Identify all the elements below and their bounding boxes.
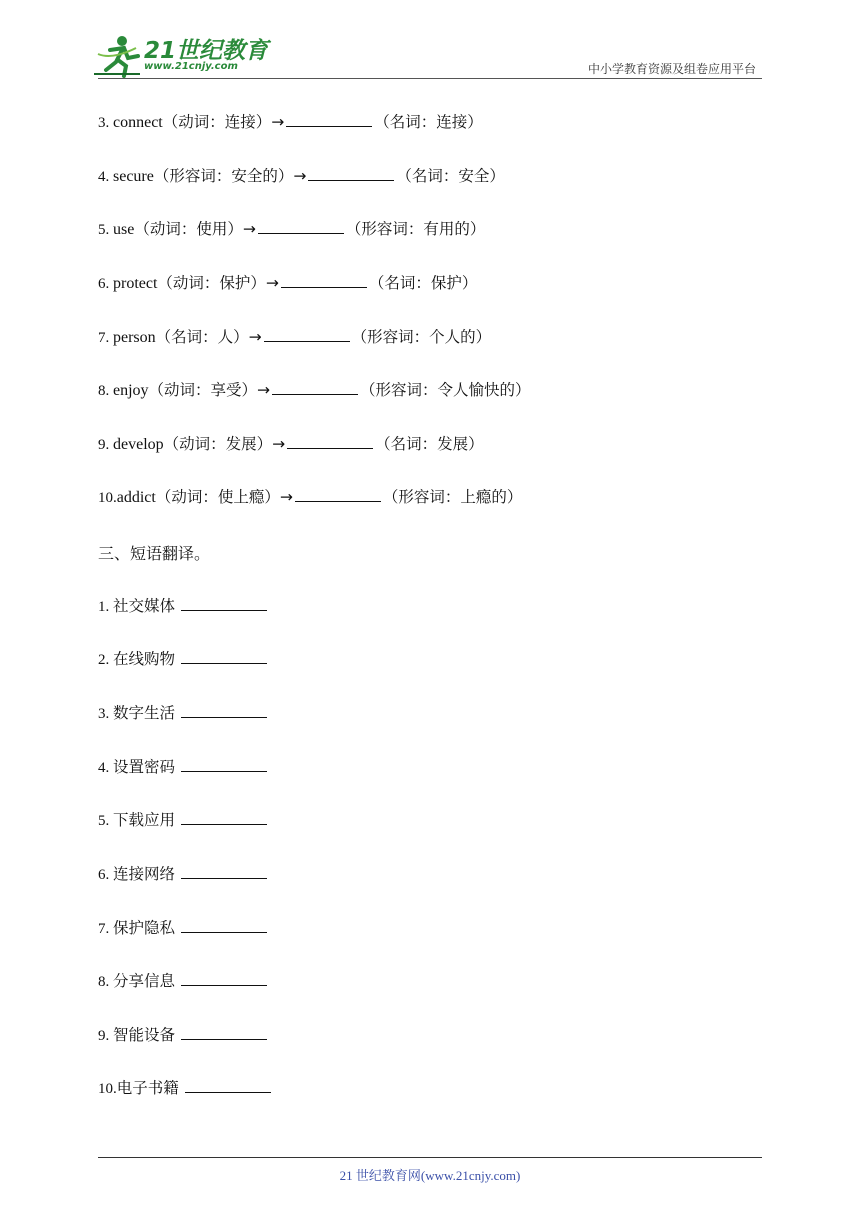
answer-blank[interactable] — [295, 487, 381, 502]
item-number: 7. — [98, 330, 113, 346]
item-word: develop — [113, 436, 164, 453]
word-form-item — [98, 166, 505, 186]
item-given: （动词：使用）→ — [134, 220, 256, 238]
answer-blank[interactable] — [286, 112, 372, 127]
item-number: 1. — [98, 599, 113, 615]
item-number: 6. — [98, 276, 113, 292]
item-target: （名词：保护） — [368, 274, 478, 292]
answer-blank[interactable] — [272, 380, 358, 395]
answer-blank[interactable] — [181, 649, 267, 664]
answer-blank[interactable] — [281, 273, 367, 288]
item-target: （形容词：有用的） — [345, 220, 486, 238]
phrase-item — [98, 703, 269, 723]
header-divider — [98, 78, 762, 79]
phrase-item — [98, 596, 269, 616]
answer-blank[interactable] — [181, 864, 267, 879]
answer-blank[interactable] — [181, 1025, 267, 1040]
item-phrase: 分享信息 — [113, 972, 176, 990]
word-form-item — [98, 380, 531, 400]
phrase-item — [98, 810, 269, 830]
section-title: 三、短语翻译。 — [98, 544, 211, 563]
item-number: 7. — [98, 921, 113, 937]
item-phrase: 下载应用 — [113, 811, 176, 829]
item-given: （动词：使上瘾）→ — [155, 488, 293, 506]
item-word: enjoy — [113, 382, 149, 399]
item-word: person — [113, 329, 156, 346]
item-number: 9. — [98, 437, 113, 453]
item-phrase: 连接网络 — [113, 865, 176, 883]
phrase-item — [98, 649, 269, 669]
item-word: connect — [113, 114, 163, 131]
answer-blank[interactable] — [308, 166, 394, 181]
phrase-item — [98, 864, 269, 884]
word-form-item — [98, 434, 484, 454]
item-given: （动词：连接）→ — [162, 113, 285, 131]
item-number: 8. — [98, 974, 113, 990]
item-phrase: 智能设备 — [113, 1026, 176, 1044]
answer-blank[interactable] — [264, 327, 350, 342]
logo-url: www.21cnjy.com — [144, 61, 238, 72]
site-logo — [92, 34, 269, 78]
item-word: secure — [113, 168, 154, 185]
answer-blank[interactable] — [181, 971, 267, 986]
word-form-item — [98, 112, 483, 132]
item-target: （名词：发展） — [375, 435, 484, 453]
item-target: （形容词：个人的） — [351, 328, 492, 346]
item-phrase: 数字生活 — [113, 704, 176, 722]
phrase-item — [98, 918, 269, 938]
word-form-item — [98, 219, 485, 239]
answer-blank[interactable] — [181, 596, 267, 611]
answer-blank[interactable] — [181, 918, 267, 933]
item-given: （名词：人）→ — [155, 328, 262, 346]
logo-text: 21世纪教育 — [144, 38, 269, 64]
item-target: （名词：连接） — [374, 113, 483, 131]
item-word: use — [113, 221, 135, 238]
item-number: 10. — [98, 490, 117, 506]
item-phrase: 在线购物 — [113, 650, 176, 668]
item-number: 5. — [98, 813, 113, 829]
item-number: 2. — [98, 652, 113, 668]
item-number: 3. — [98, 706, 113, 722]
phrase-item — [98, 1025, 269, 1045]
runner-logo-icon — [92, 34, 142, 78]
item-given: （动词：发展）→ — [163, 435, 286, 453]
item-target: （形容词：上瘾的） — [382, 488, 523, 506]
item-word: addict — [116, 489, 156, 506]
item-number: 8. — [98, 383, 113, 399]
answer-blank[interactable] — [181, 703, 267, 718]
item-phrase: 保护隐私 — [113, 919, 176, 937]
item-given: （形容词：安全的）→ — [153, 167, 307, 185]
phrase-item — [98, 971, 269, 991]
item-number: 3. — [98, 115, 113, 131]
phrase-item — [98, 757, 269, 777]
item-phrase: 电子书籍 — [116, 1079, 179, 1097]
item-number: 5. — [98, 222, 113, 238]
platform-name: 中小学教育资源及组卷应用平台 — [587, 62, 756, 76]
answer-blank[interactable] — [287, 434, 373, 449]
item-number: 4. — [98, 169, 113, 185]
item-target: （名词：安全） — [396, 167, 505, 185]
word-form-item — [98, 327, 491, 347]
item-number: 10. — [98, 1081, 117, 1097]
item-number: 6. — [98, 867, 113, 883]
item-number: 9. — [98, 1028, 113, 1044]
footer-divider — [98, 1157, 762, 1158]
item-target: （形容词：令人愉快的） — [360, 381, 531, 399]
word-form-item — [98, 273, 477, 293]
phrase-item — [98, 1078, 273, 1098]
item-given: （动词：保护）→ — [157, 274, 279, 292]
item-phrase: 设置密码 — [113, 758, 176, 776]
page-header — [0, 0, 860, 90]
answer-blank[interactable] — [185, 1078, 271, 1093]
answer-blank[interactable] — [181, 757, 267, 772]
footer-link[interactable]: 21 世纪教育网(www.21cnjy.com) — [339, 1168, 521, 1183]
answer-blank[interactable] — [258, 219, 344, 234]
item-given: （动词：享受）→ — [148, 381, 271, 399]
item-word: protect — [113, 275, 158, 292]
answer-blank[interactable] — [181, 810, 267, 825]
item-phrase: 社交媒体 — [113, 597, 176, 615]
word-form-item — [98, 487, 522, 507]
item-number: 4. — [98, 760, 113, 776]
